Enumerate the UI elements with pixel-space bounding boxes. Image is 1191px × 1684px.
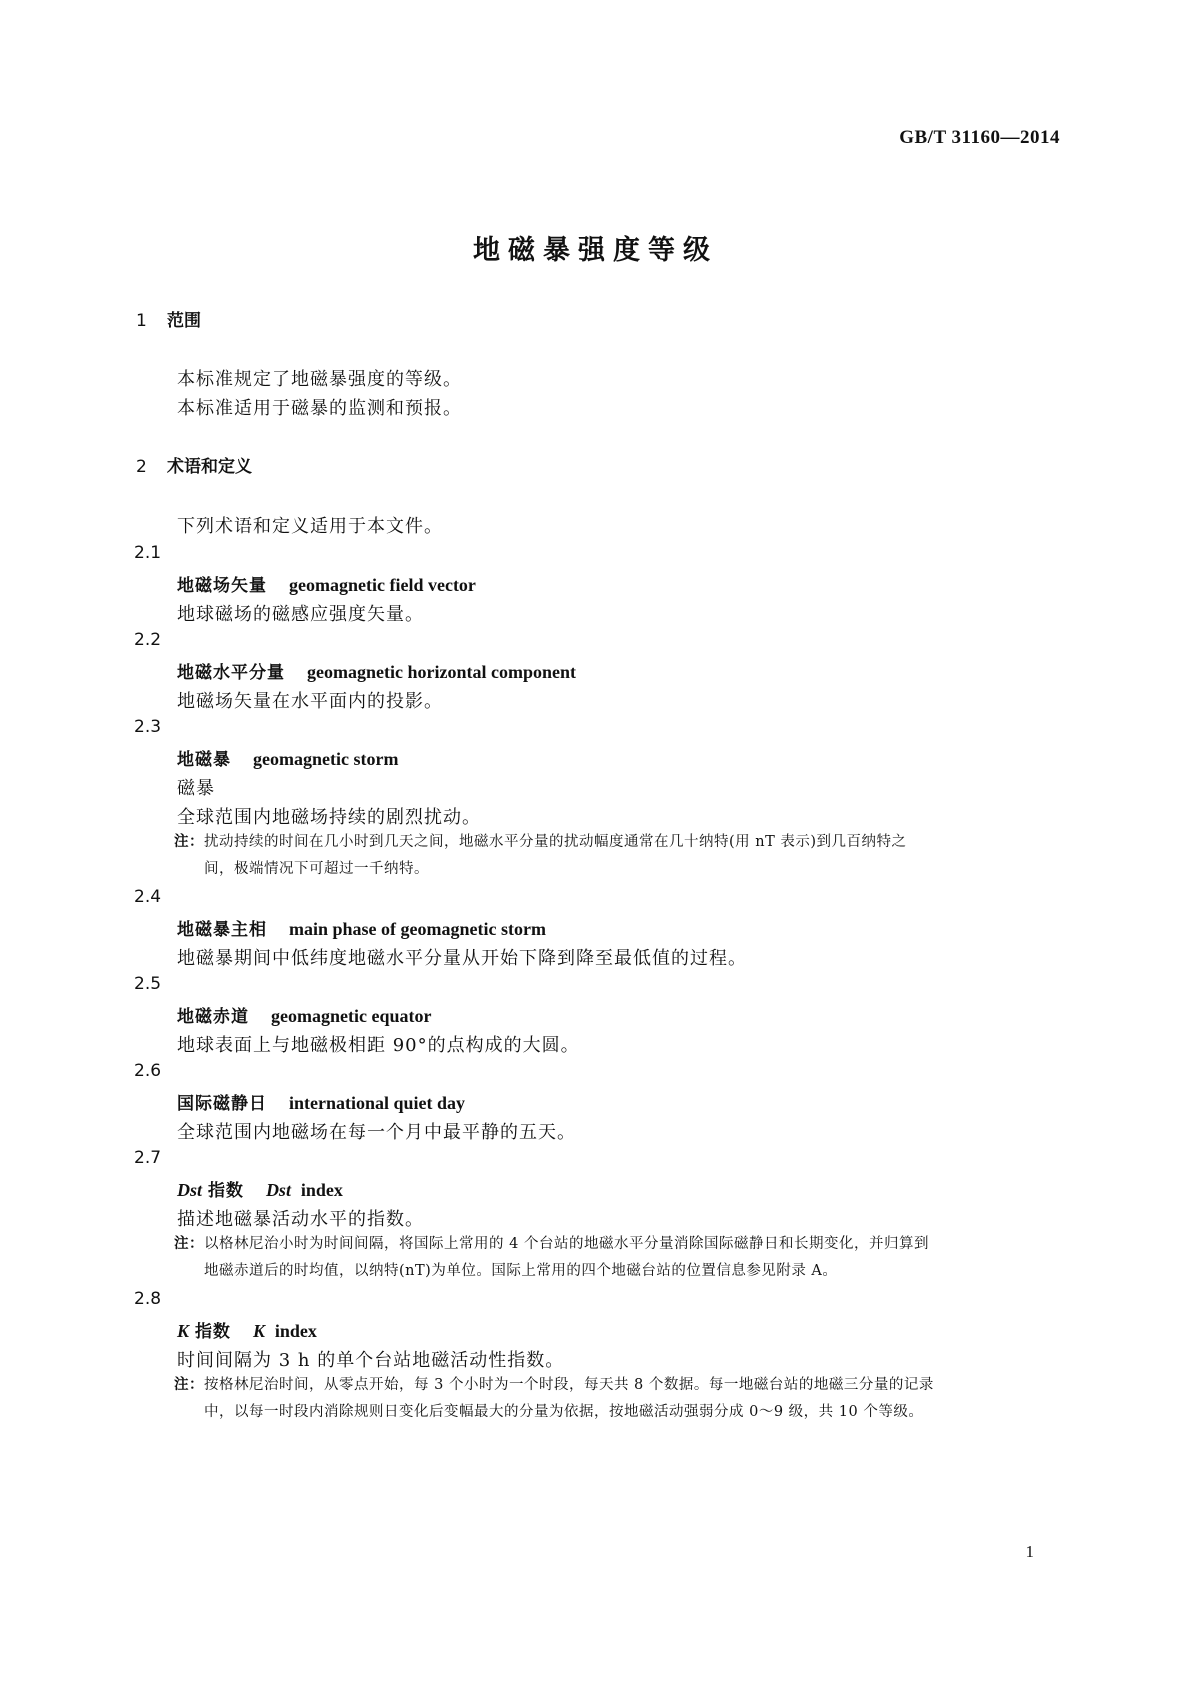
clause-number: 2.4 [134, 887, 162, 907]
term-en: international quiet day [289, 1093, 466, 1113]
term-heading [177, 1089, 465, 1114]
term-en: geomagnetic field vector [289, 575, 476, 595]
term-zh: 地磁暴 [177, 750, 231, 770]
term-en: index [300, 1180, 343, 1200]
note-text: 中，以每一时段内消除规则日变化后变幅最大的分量为依据，按地磁活动强弱分成 0～9 级，共 10 个等级。 [204, 1404, 924, 1420]
term-symbol: Dst [265, 1180, 291, 1200]
section-title: 术语和定义 [167, 457, 252, 477]
note-text: 地磁赤道后的时均值，以纳特(nT)为单位。国际上常用的四个地磁台站的位置信息参见附录 A。 [204, 1263, 838, 1279]
note-text: 间，极端情况下可超过一千纳特。 [204, 861, 429, 877]
section-title: 范围 [167, 311, 201, 331]
term-en: geomagnetic storm [253, 749, 399, 769]
note [174, 1372, 1064, 1426]
term-definition: 描述地磁暴活动水平的指数。 [177, 1209, 424, 1230]
paragraph: 本标准规定了地磁暴强度的等级。 [177, 369, 462, 390]
term-zh: 地磁赤道 [177, 1007, 249, 1027]
section-number: 2 [136, 457, 147, 477]
clause-number: 2.2 [134, 630, 162, 650]
term-heading [177, 571, 476, 596]
term-zh: 地磁暴主相 [177, 920, 267, 940]
term-zh: 地磁水平分量 [177, 663, 285, 683]
note-label: 注： [174, 834, 204, 850]
section-heading-scope [136, 306, 201, 331]
clause-number: 2.5 [134, 974, 162, 994]
term-en: index [274, 1321, 317, 1341]
term-definition: 地球表面上与地磁极相距 90°的点构成的大圆。 [177, 1035, 580, 1056]
term-en: geomagnetic equator [271, 1006, 432, 1026]
term-heading [177, 658, 576, 683]
note-text: 按格林尼治时间，从零点开始，每 3 个小时为一个时段，每天共 8 个数据。每一地磁台站的地磁三分量的记录 [204, 1377, 934, 1393]
term-symbol: Dst [177, 1180, 203, 1200]
clause-number: 2.7 [134, 1148, 162, 1168]
term-definition: 地磁暴期间中低纬度地磁水平分量从开始下降到降至最低值的过程。 [177, 948, 747, 969]
term-definition: 地磁场矢量在水平面内的投影。 [177, 691, 443, 712]
term-zh: 国际磁静日 [177, 1094, 267, 1114]
term-definition: 全球范围内地磁场持续的剧烈扰动。 [177, 807, 481, 828]
term-definition: 全球范围内地磁场在每一个月中最平静的五天。 [177, 1122, 576, 1143]
term-definition: 地球磁场的磁感应强度矢量。 [177, 604, 424, 625]
term-heading [177, 915, 546, 940]
note-label: 注： [174, 1236, 204, 1252]
section-heading-terms [136, 452, 252, 477]
standard-code: GB/T 31160—2014 [899, 127, 1060, 148]
term-zh: 指数 [207, 1181, 244, 1201]
term-en: geomagnetic horizontal component [307, 662, 576, 682]
term-zh: 指数 [194, 1322, 231, 1342]
term-heading [177, 1176, 343, 1201]
term-heading [177, 745, 398, 770]
term-symbol: K [252, 1321, 265, 1341]
section-number: 1 [136, 311, 147, 331]
note-label: 注： [174, 1377, 204, 1393]
term-synonym: 磁暴 [177, 778, 215, 799]
paragraph: 下列术语和定义适用于本文件。 [177, 516, 443, 537]
note-text: 以格林尼治小时为时间间隔，将国际上常用的 4 个台站的地磁水平分量消除国际磁静日和长期变化，并归算到 [204, 1236, 929, 1252]
paragraph: 本标准适用于磁暴的监测和预报。 [177, 398, 462, 419]
note [174, 1231, 1064, 1285]
clause-number: 2.1 [134, 543, 162, 563]
term-heading [177, 1002, 431, 1027]
term-symbol: K [177, 1321, 190, 1341]
document-title: 地磁暴强度等级 [473, 235, 718, 266]
term-zh: 地磁场矢量 [177, 576, 267, 596]
clause-number: 2.3 [134, 717, 162, 737]
term-definition: 时间间隔为 3 h 的单个台站地磁活动性指数。 [177, 1350, 565, 1371]
clause-number: 2.8 [134, 1289, 162, 1309]
page-number: 1 [1025, 1542, 1034, 1561]
note-text: 扰动持续的时间在几小时到几天之间，地磁水平分量的扰动幅度通常在几十纳特(用 nT 表示)到几百纳特之 [204, 834, 907, 850]
term-en: main phase of geomagnetic storm [289, 919, 546, 939]
clause-number: 2.6 [134, 1061, 162, 1081]
note [174, 829, 1064, 883]
term-heading [177, 1317, 317, 1342]
